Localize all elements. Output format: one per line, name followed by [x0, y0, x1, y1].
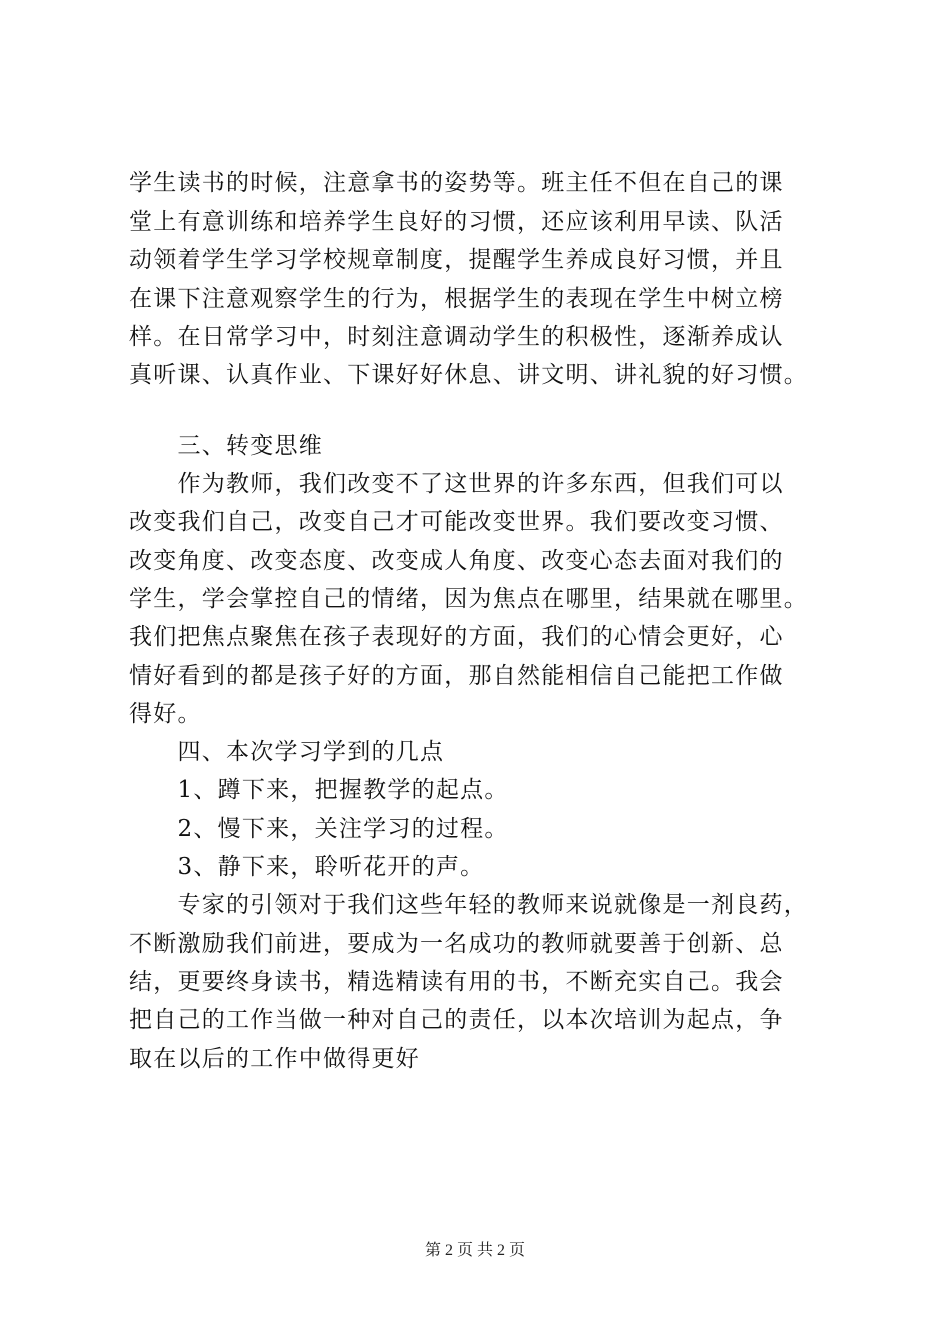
paragraph-line: 把自己的工作当做一种对自己的责任，以本次培训为起点，争: [129, 1007, 784, 1033]
paragraph-line: 不断激励我们前进，要成为一名成功的教师就要善于创新、总: [129, 931, 784, 957]
section-heading: 三、转变思维: [129, 433, 323, 459]
paragraph-line: 样。在日常学习中，时刻注意调动学生的积极性，逐渐养成认: [129, 324, 784, 350]
paragraph-line: 学生，学会掌控自己的情绪，因为焦点在哪里，结果就在哪里。: [129, 586, 808, 612]
paragraph-line: 取在以后的工作中做得更好: [129, 1046, 420, 1072]
paragraph-line: 改变我们自己，改变自己才可能改变世界。我们要改变习惯、: [129, 509, 784, 535]
paragraph-line: 情好看到的都是孩子好的方面，那自然能相信自己能把工作做: [129, 663, 784, 689]
paragraph-line: 得好。: [129, 701, 202, 727]
paragraph-line: 专家的引领对于我们这些年轻的教师来说就像是一剂良药，: [129, 892, 808, 918]
paragraph-line: 改变角度、改变态度、改变成人角度、改变心态去面对我们的: [129, 548, 784, 574]
section-heading: 四、本次学习学到的几点: [129, 739, 445, 765]
paragraph-line: 堂上有意训练和培养学生良好的习惯，还应该利用早读、队活: [129, 209, 784, 235]
paragraph-line: 真听课、认真作业、下课好好休息、讲文明、讲礼貌的好习惯。: [129, 362, 808, 388]
page-footer: 第 2 页 共 2 页: [424, 1242, 525, 1259]
list-item: 2、慢下来，关注学习的过程。: [129, 816, 509, 842]
list-item: 1、蹲下来，把握教学的起点。: [129, 777, 509, 803]
paragraph-line: 我们把焦点聚焦在孩子表现好的方面，我们的心情会更好，心: [129, 624, 784, 650]
paragraph-line: 作为教师，我们改变不了这世界的许多东西，但我们可以: [129, 471, 784, 497]
paragraph-line: 动领着学生学习学校规章制度，提醒学生养成良好习惯，并且: [129, 247, 784, 273]
paragraph-line: 学生读书的时候，注意拿书的姿势等。班主任不但在自己的课: [129, 170, 784, 196]
paragraph-line: 结，更要终身读书，精选精读有用的书，不断充实自己。我会: [129, 969, 784, 995]
paragraph-line: 在课下注意观察学生的行为，根据学生的表现在学生中树立榜: [129, 286, 784, 312]
list-item: 3、静下来，聆听花开的声。: [129, 854, 485, 880]
